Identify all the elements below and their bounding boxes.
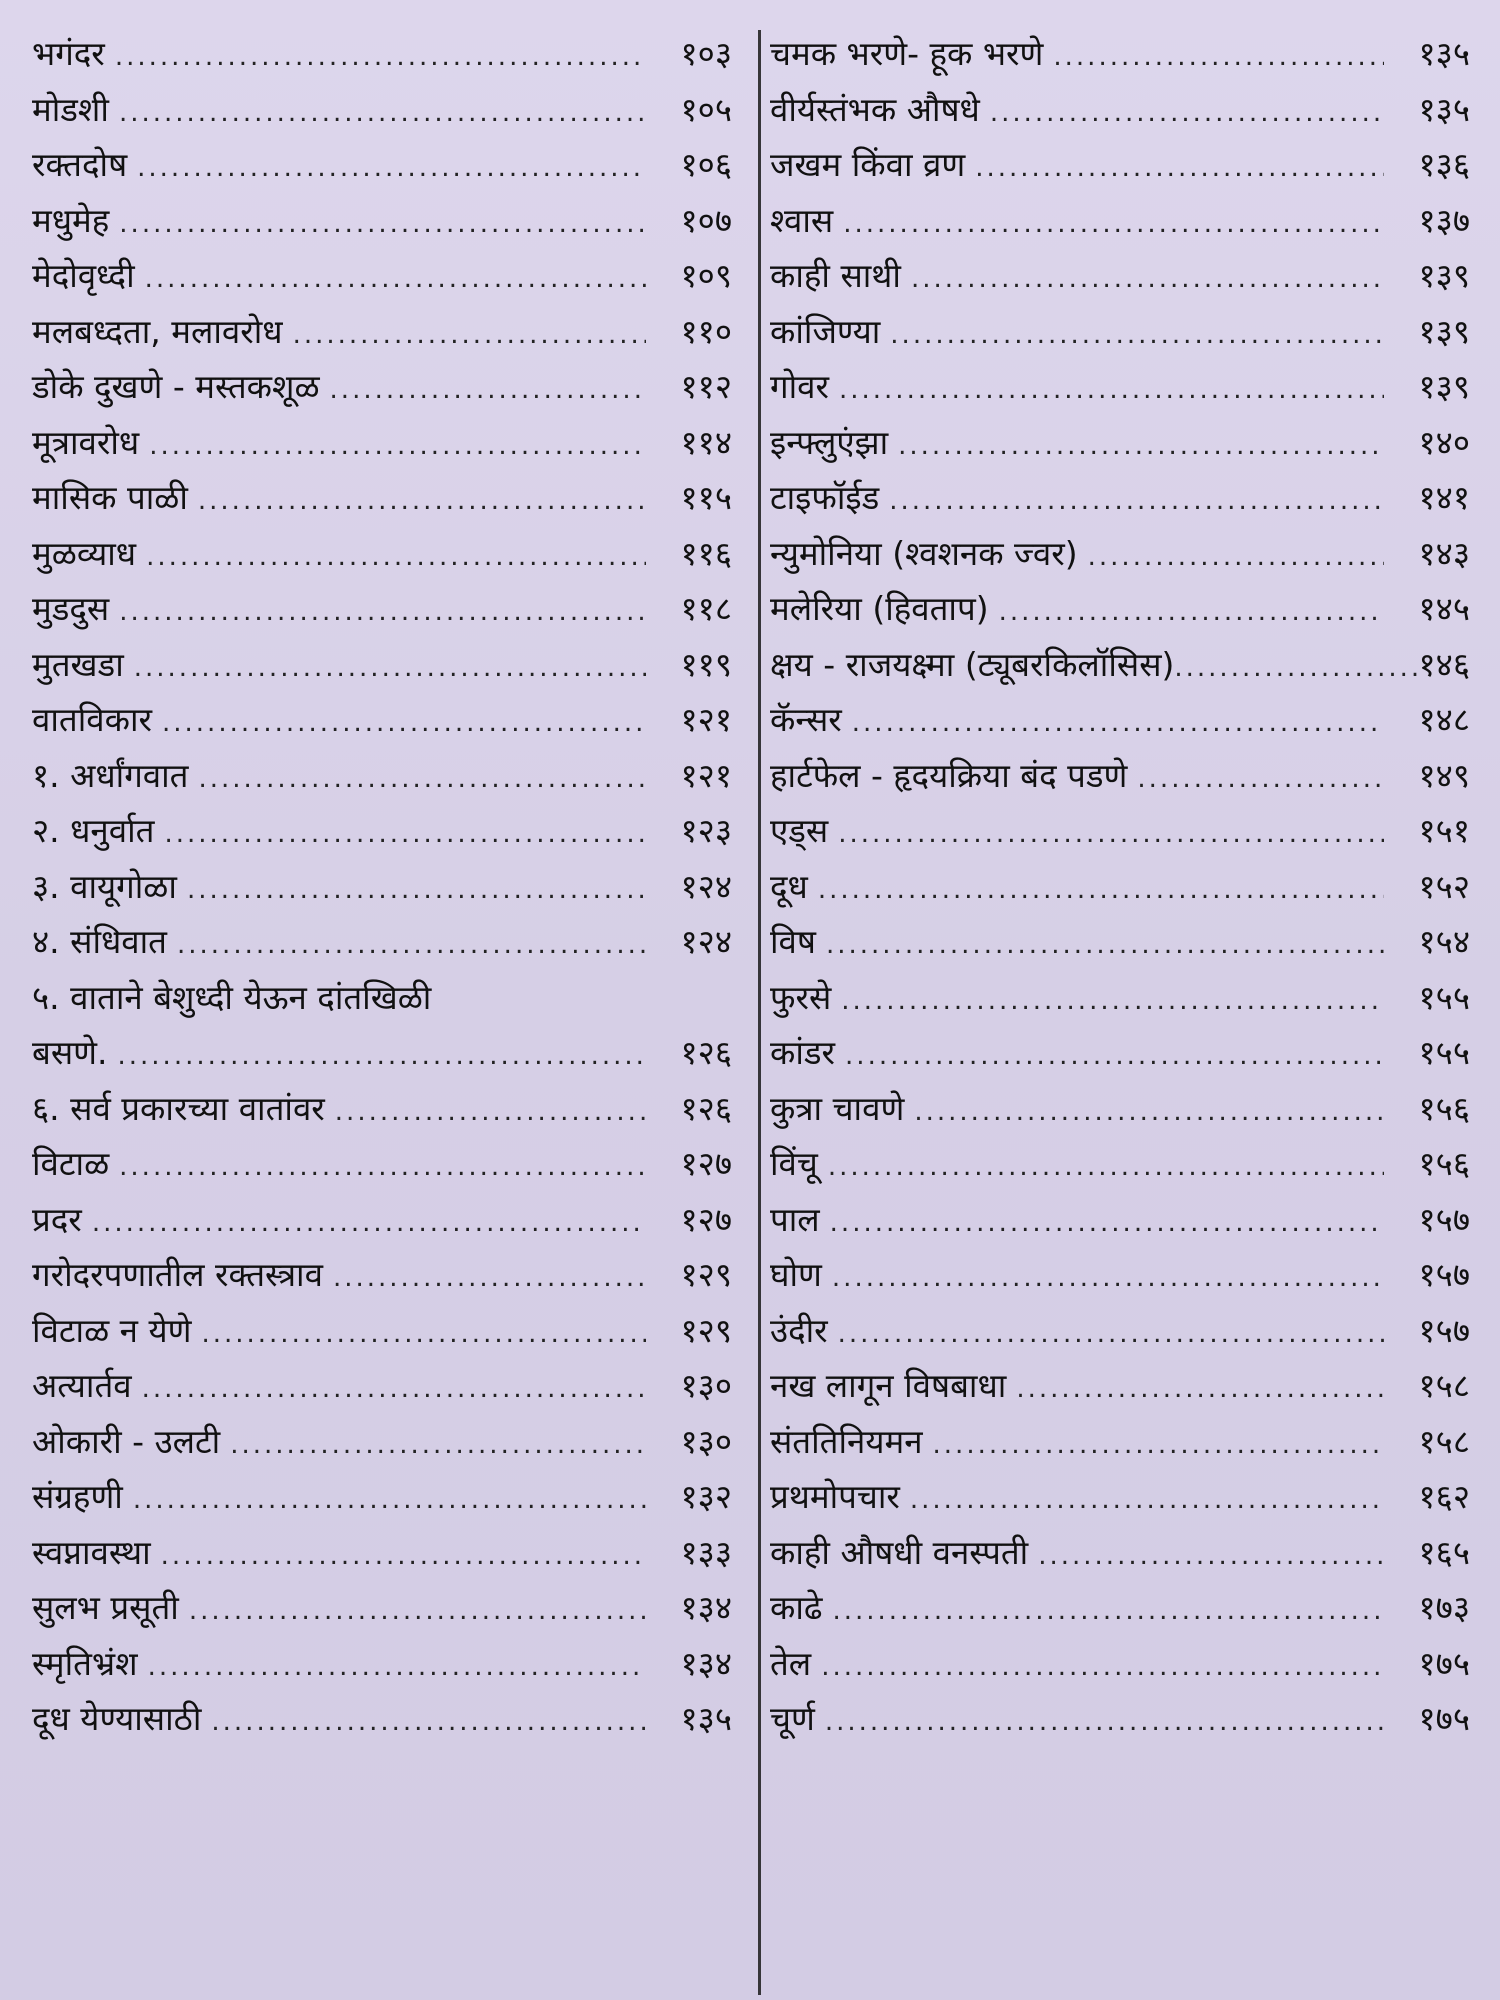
- dot-leader: [1053, 30, 1384, 86]
- index-entry: [32, 137, 732, 193]
- dot-leader: [92, 1196, 646, 1252]
- dot-leader: [839, 363, 1384, 419]
- entry-title: विष: [770, 922, 816, 961]
- dot-leader: [133, 1473, 646, 1529]
- dot-leader: [201, 1307, 646, 1363]
- entry-title: घोण: [770, 1255, 822, 1294]
- dot-leader: [333, 1251, 646, 1307]
- index-entry: [770, 1636, 1470, 1692]
- entry-title: प्रदर: [32, 1199, 82, 1239]
- dot-leader: [137, 141, 646, 197]
- dot-leader: [119, 585, 646, 641]
- dot-leader: [838, 1307, 1384, 1363]
- entry-page-number: १३४: [680, 1588, 732, 1627]
- index-entry: [32, 970, 732, 1026]
- entry-page-number: १०५: [680, 89, 732, 129]
- index-entry: [32, 1691, 732, 1747]
- entry-page-number: ११५: [680, 478, 732, 517]
- entry-title: पाल: [770, 1199, 820, 1239]
- index-entry: [770, 526, 1470, 582]
- entry-page-number: १३६: [1418, 145, 1470, 184]
- index-entry: [32, 1081, 732, 1137]
- index-entry: [32, 82, 732, 138]
- dot-leader: [149, 419, 646, 475]
- entry-title: मुडदुस: [32, 589, 110, 628]
- entry-title: बसणे.: [32, 1033, 108, 1072]
- index-entry: [770, 1025, 1470, 1081]
- entry-page-number: १४०: [1418, 422, 1470, 462]
- entry-title: वीर्यस्तंभक औषधे: [770, 89, 980, 129]
- entry-page-number: १३९: [1418, 256, 1470, 295]
- index-entry: [32, 803, 732, 859]
- entry-title: प्रथमोपचार: [770, 1477, 900, 1516]
- dot-leader: [933, 1418, 1384, 1474]
- dot-leader: [1174, 641, 1418, 697]
- index-entry: [770, 859, 1470, 915]
- index-entry: [32, 248, 732, 304]
- dot-leader: [898, 419, 1384, 475]
- dot-leader: [142, 1362, 646, 1418]
- entry-page-number: १३९: [1418, 311, 1470, 351]
- entry-page-number: १२४: [680, 922, 732, 961]
- index-entry: [32, 1192, 732, 1248]
- entry-title: टाइफॉईड: [770, 478, 880, 517]
- index-entry: [32, 1580, 732, 1636]
- entry-page-number: १४८: [1418, 700, 1470, 739]
- index-entry: [770, 1303, 1470, 1359]
- dot-leader: [293, 308, 646, 364]
- entry-title: डोके दुखणे - मस्तकशूळ: [32, 367, 320, 406]
- entry-title: स्वप्नावस्था: [32, 1532, 151, 1572]
- dot-leader: [838, 807, 1384, 863]
- dot-leader: [162, 696, 646, 752]
- index-entry: [32, 1247, 732, 1303]
- index-entry: [32, 1303, 732, 1359]
- entry-title: मुतखडा: [32, 644, 124, 684]
- dot-leader: [189, 1584, 646, 1640]
- index-entry: [770, 82, 1470, 138]
- entry-title: मधुमेह: [32, 200, 110, 240]
- dot-leader: [999, 585, 1384, 641]
- index-entry: [770, 470, 1470, 526]
- entry-title: १. अर्धांगवात: [32, 755, 189, 795]
- entry-page-number: १२६: [680, 1033, 732, 1072]
- entry-page-number: १३५: [1418, 89, 1470, 129]
- index-entry: [770, 970, 1470, 1026]
- entry-page-number: १७५: [1418, 1643, 1470, 1683]
- entry-page-number: ११०: [680, 311, 732, 351]
- entry-page-number: ११४: [680, 422, 732, 462]
- entry-page-number: १२७: [680, 1199, 732, 1239]
- column-divider: [758, 30, 761, 1995]
- dot-leader: [910, 1473, 1384, 1529]
- index-entry: [770, 637, 1470, 693]
- entry-page-number: १२६: [680, 1088, 732, 1128]
- dot-leader: [890, 308, 1384, 364]
- index-entry: [770, 1469, 1470, 1525]
- entry-page-number: १३५: [680, 1699, 732, 1738]
- index-entry: [770, 803, 1470, 859]
- entry-page-number: १२९: [680, 1310, 732, 1350]
- entry-page-number: ११९: [680, 644, 732, 684]
- entry-title: विटाळ न येणे: [32, 1310, 192, 1350]
- dot-leader: [825, 1695, 1384, 1751]
- entry-title: अत्यार्तव: [32, 1366, 132, 1405]
- dot-leader: [119, 1140, 646, 1196]
- entry-title: दूध येण्यासाठी: [32, 1699, 202, 1738]
- index-entry: [32, 859, 732, 915]
- entry-page-number: १५५: [1418, 1033, 1470, 1072]
- index-entry: [770, 359, 1470, 415]
- index-entry: [770, 692, 1470, 748]
- entry-title: संग्रहणी: [32, 1477, 123, 1516]
- dot-leader: [911, 252, 1384, 308]
- entry-title: ५. वाताने बेशुध्दी येऊन दांतखिळी: [32, 977, 432, 1017]
- entry-title: चमक भरणे- हूक भरणे: [770, 34, 1044, 73]
- entry-title: वातविकार: [32, 700, 152, 739]
- entry-page-number: १५७: [1418, 1255, 1470, 1294]
- entry-title: ओकारी - उलटी: [32, 1421, 221, 1461]
- index-entry: [32, 1414, 732, 1470]
- dot-leader: [118, 1029, 647, 1085]
- entry-page-number: १०७: [680, 200, 732, 240]
- entry-page-number: १२१: [680, 755, 732, 795]
- index-entry: [770, 137, 1470, 193]
- entry-page-number: १२१: [680, 700, 732, 739]
- dot-leader: [148, 1640, 646, 1696]
- entry-title: नख लागून विषबाधा: [770, 1366, 1007, 1405]
- index-entry: [770, 748, 1470, 804]
- entry-page-number: १५४: [1418, 922, 1470, 961]
- entry-page-number: १४३: [1418, 533, 1470, 573]
- entry-title: कॅन्सर: [770, 700, 842, 739]
- entry-title: गरोदरपणातील रक्तस्त्राव: [32, 1255, 323, 1294]
- dot-leader: [832, 1251, 1384, 1307]
- dot-leader: [161, 1529, 646, 1585]
- entry-page-number: १४९: [1418, 755, 1470, 795]
- entry-title: मूत्रावरोध: [32, 422, 140, 462]
- index-entry: [32, 1025, 732, 1081]
- entry-title: मलेरिया (हिवताप): [770, 589, 989, 628]
- dot-leader: [841, 974, 1384, 1030]
- index-entry: [770, 1136, 1470, 1192]
- dot-leader: [914, 1085, 1384, 1141]
- dot-leader: [818, 863, 1384, 919]
- entry-page-number: १५२: [1418, 866, 1470, 906]
- dot-leader: [330, 363, 646, 419]
- entry-title: दूध: [770, 866, 808, 906]
- index-entry: [32, 748, 732, 804]
- entry-title: क्षय - राजयक्ष्मा (ट्यूबरकिलॉसिस): [770, 644, 1175, 684]
- index-entry: [32, 1525, 732, 1581]
- index-entry: [770, 914, 1470, 970]
- entry-title: विंचू: [770, 1144, 818, 1183]
- entry-page-number: १५५: [1418, 977, 1470, 1017]
- dot-leader: [211, 1695, 646, 1751]
- index-entry: [32, 526, 732, 582]
- index-entry: [770, 248, 1470, 304]
- index-entry: [770, 581, 1470, 637]
- index-entry: [770, 1525, 1470, 1581]
- index-column-right: [770, 26, 1470, 1747]
- index-entry: [770, 1414, 1470, 1470]
- dot-leader: [843, 197, 1384, 253]
- entry-page-number: १५१: [1418, 811, 1470, 850]
- index-entry: [770, 1580, 1470, 1636]
- dot-leader: [115, 30, 646, 86]
- entry-page-number: १०३: [680, 34, 732, 73]
- entry-title: कुत्रा चावणे: [770, 1088, 905, 1128]
- index-entry: [32, 1636, 732, 1692]
- dot-leader: [134, 641, 646, 697]
- entry-title: मासिक पाळी: [32, 478, 188, 517]
- index-entry: [770, 415, 1470, 471]
- index-entry: [32, 1469, 732, 1525]
- index-entry: [32, 1136, 732, 1192]
- dot-leader: [832, 1584, 1384, 1640]
- entry-title: इन्फ्लुएंझा: [770, 422, 889, 462]
- entry-page-number: १३९: [1418, 367, 1470, 406]
- entry-page-number: १३०: [680, 1421, 732, 1461]
- entry-page-number: १३४: [680, 1643, 732, 1683]
- dot-leader: [975, 141, 1384, 197]
- entry-title: २. धनुर्वात: [32, 811, 155, 850]
- index-entry: [32, 470, 732, 526]
- dot-leader: [1088, 530, 1384, 586]
- dot-leader: [828, 1140, 1384, 1196]
- entry-title: तेल: [770, 1643, 812, 1683]
- entry-page-number: १५७: [1418, 1310, 1470, 1350]
- entry-title: मलबध्दता, मलावरोध: [32, 311, 283, 351]
- index-entry: [770, 1691, 1470, 1747]
- entry-title: कांडर: [770, 1033, 836, 1072]
- dot-leader: [852, 696, 1384, 752]
- dot-leader: [1016, 1362, 1384, 1418]
- entry-title: विटाळ: [32, 1144, 110, 1183]
- entry-page-number: १२७: [680, 1144, 732, 1183]
- entry-page-number: १७५: [1418, 1699, 1470, 1738]
- entry-page-number: १५६: [1418, 1144, 1470, 1183]
- dot-leader: [145, 252, 646, 308]
- entry-page-number: १३२: [680, 1477, 732, 1516]
- dot-leader: [845, 1029, 1384, 1085]
- entry-title: श्वास: [770, 200, 834, 240]
- dot-leader: [198, 474, 646, 530]
- entry-page-number: १५८: [1418, 1421, 1470, 1461]
- index-column-left: [32, 26, 732, 1747]
- index-entry: [770, 1192, 1470, 1248]
- entry-page-number: ११८: [680, 589, 732, 628]
- dot-leader: [164, 807, 646, 863]
- dot-leader: [821, 1640, 1384, 1696]
- entry-title: रक्तदोष: [32, 145, 128, 184]
- entry-page-number: १५७: [1418, 1199, 1470, 1239]
- dot-leader: [119, 86, 646, 142]
- entry-title: स्मृतिभ्रंश: [32, 1643, 138, 1683]
- entry-title: चूर्ण: [770, 1699, 815, 1738]
- index-entry: [770, 193, 1470, 249]
- entry-title: जखम किंवा व्रण: [770, 145, 966, 184]
- entry-page-number: १४६: [1418, 644, 1470, 684]
- index-entry: [32, 359, 732, 415]
- index-entry: [32, 26, 732, 82]
- index-entry: [32, 914, 732, 970]
- dot-leader: [830, 1196, 1384, 1252]
- entry-page-number: १३७: [1418, 200, 1470, 240]
- dot-leader: [826, 918, 1384, 974]
- entry-page-number: १५८: [1418, 1366, 1470, 1405]
- dot-leader: [146, 530, 646, 586]
- entry-page-number: १७३: [1418, 1588, 1470, 1627]
- index-entry: [32, 304, 732, 360]
- entry-title: ६. सर्व प्रकारच्या वातांवर: [32, 1088, 325, 1128]
- entry-page-number: १०९: [680, 256, 732, 295]
- dot-leader: [198, 752, 646, 808]
- entry-title: मेदोवृध्दी: [32, 256, 135, 295]
- index-entry: [32, 581, 732, 637]
- dot-leader: [230, 1418, 646, 1474]
- index-entry: [770, 1358, 1470, 1414]
- entry-title: मुळव्याध: [32, 533, 137, 573]
- entry-title: सुलभ प्रसूती: [32, 1588, 179, 1627]
- entry-page-number: १२३: [680, 811, 732, 850]
- dot-leader: [889, 474, 1384, 530]
- index-entry: [770, 1081, 1470, 1137]
- index-entry: [32, 1358, 732, 1414]
- entry-title: काढे: [770, 1588, 823, 1627]
- entry-page-number: १३३: [680, 1532, 732, 1572]
- entry-page-number: १६२: [1418, 1477, 1470, 1516]
- entry-page-number: १४१: [1418, 478, 1470, 517]
- entry-title: काही औषधी वनस्पती: [770, 1532, 1029, 1572]
- entry-page-number: १०६: [680, 145, 732, 184]
- entry-title: उंदीर: [770, 1310, 828, 1350]
- entry-page-number: ११६: [680, 533, 732, 573]
- index-entry: [770, 304, 1470, 360]
- dot-leader: [335, 1085, 646, 1141]
- entry-page-number: १३५: [1418, 34, 1470, 73]
- dot-leader: [1137, 752, 1384, 808]
- entry-title: फुरसे: [770, 977, 832, 1017]
- index-entry: [770, 1247, 1470, 1303]
- entry-page-number: १६५: [1418, 1532, 1470, 1572]
- index-entry: [770, 26, 1470, 82]
- entry-title: संततिनियमन: [770, 1421, 923, 1461]
- entry-page-number: १५६: [1418, 1088, 1470, 1128]
- entry-title: हार्टफेल - हृदयक्रिया बंद पडणे: [770, 755, 1128, 795]
- dot-leader: [119, 197, 646, 253]
- dot-leader: [990, 86, 1384, 142]
- entry-page-number: ११२: [680, 367, 732, 406]
- entry-title: एड्स: [770, 811, 829, 850]
- index-entry: [32, 415, 732, 471]
- entry-title: मोडशी: [32, 89, 109, 129]
- entry-page-number: १२९: [680, 1255, 732, 1294]
- entry-title: ३. वायूगोळा: [32, 866, 177, 906]
- entry-title: काही साथी: [770, 256, 901, 295]
- dot-leader: [187, 863, 646, 919]
- dot-leader: [177, 918, 646, 974]
- dot-leader: [1038, 1529, 1384, 1585]
- entry-title: ४. संधिवात: [32, 922, 167, 961]
- entry-title: भगंदर: [32, 34, 105, 73]
- entry-title: कांजिण्या: [770, 311, 881, 351]
- entry-title: न्युमोनिया (श्वशनक ज्वर): [770, 533, 1078, 573]
- index-entry: [32, 193, 732, 249]
- entry-page-number: १४५: [1418, 589, 1470, 628]
- index-entry: [32, 692, 732, 748]
- entry-page-number: १३०: [680, 1366, 732, 1405]
- entry-title: गोवर: [770, 367, 829, 406]
- entry-page-number: १२४: [680, 866, 732, 906]
- index-entry: [32, 637, 732, 693]
